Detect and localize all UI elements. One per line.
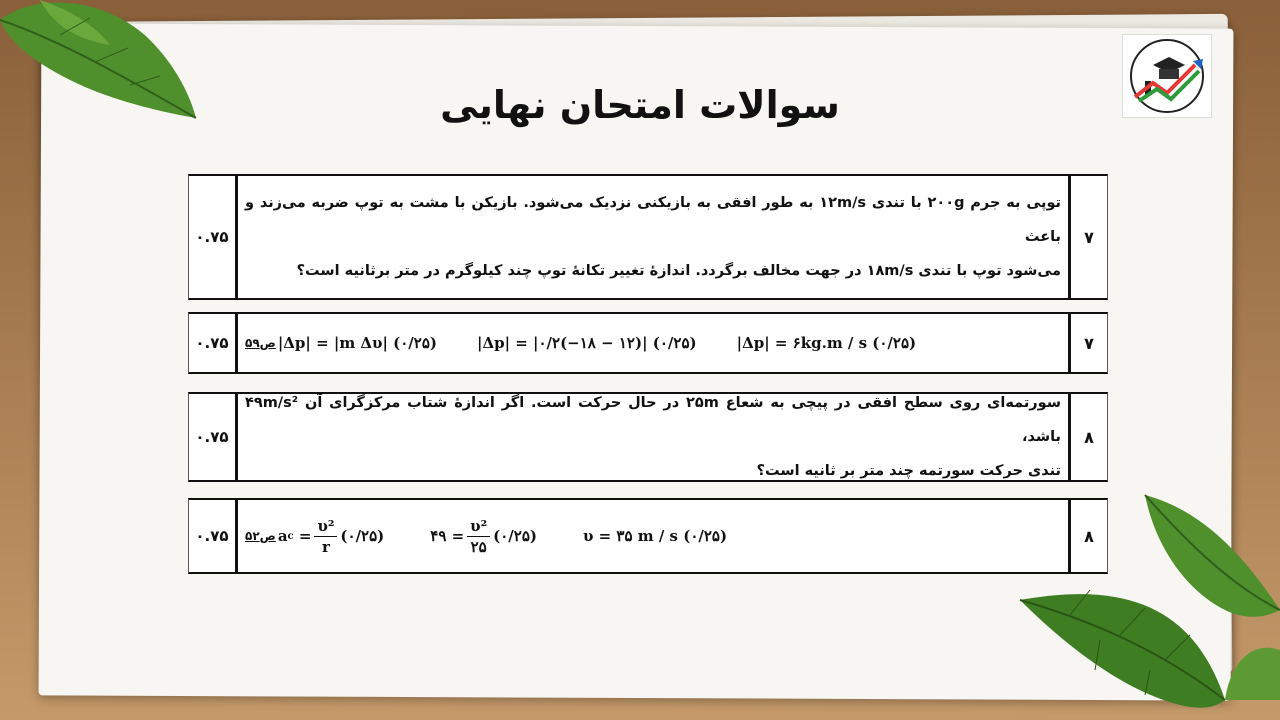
school-logo-icon [1122, 34, 1212, 118]
answer-box [188, 498, 1108, 574]
answer-step: |Δp| = |m Δυ| (۰/۲۵) [277, 334, 437, 352]
answer-box [188, 312, 1108, 374]
fraction-denominator: ۲۵ [470, 537, 487, 556]
fraction [314, 516, 337, 557]
question-box [188, 392, 1108, 482]
fraction [467, 516, 490, 557]
question-text [245, 394, 1061, 480]
score-mark: (۰/۲۵) [493, 527, 537, 545]
answer-step: a c = $\frac{\text{υ²}}{r}$ (۰/۲۵) [277, 516, 385, 556]
page-reference: ص۵۹ [245, 336, 276, 350]
answer-step [430, 516, 537, 557]
answer-step: |Δp| = |۰/۲(−۱۸ − ۱۲)| (۰/۲۵) [476, 334, 697, 352]
question-number: ۷ [1068, 314, 1107, 372]
page-reference: ص۵۲ [245, 529, 276, 543]
question-text [245, 176, 1061, 298]
question-line: توپی به جرم ۲۰۰g با تندی ۱۲m/s به طور افقی به بازیکنی نزدیک می‌شود. بازیکن با مشت به توپ ضربه می‌زند و باعث [245, 195, 1061, 245]
question-number: ۸ [1068, 394, 1107, 480]
equation-subscript: c [287, 530, 294, 542]
question-box [188, 174, 1108, 300]
fraction-numerator: υ² [314, 516, 337, 537]
score-cell: ۰.۷۵ [189, 314, 238, 372]
answer-row [245, 500, 1061, 572]
question-number: ۸ [1068, 500, 1107, 572]
page-title: سوالات امتحان نهایی [440, 83, 840, 128]
equation-symbol: ۴۹ = [430, 527, 465, 545]
question-line: می‌شود توپ با تندی ۱۸m/s در جهت مخالف برگردد. اندازهٔ تغییر تکانهٔ توپ چند کیلوگرم در متر برثانیه است؟ [296, 263, 1061, 279]
equation-symbol: a [277, 527, 288, 545]
fraction-denominator: r [321, 537, 330, 556]
question-line: سورتمه‌ای روی سطح افقی در پیچی به شعاع ۲۵m در حال حرکت است. اگر اندازهٔ شتاب مرکزگرای آن ۴۹m/s² باشد، [245, 395, 1061, 445]
score-cell: ۰.۷۵ [189, 394, 238, 480]
answer-row [245, 314, 1061, 372]
fraction-numerator: υ² [467, 516, 490, 537]
score-cell: ۰.۷۵ [189, 500, 238, 572]
answer-step: |Δp| = ۶kg.m / s (۰/۲۵) [736, 334, 917, 352]
answer-step: υ = ۳۵ m / s (۰/۲۵) [583, 527, 728, 545]
question-number: ۷ [1068, 176, 1107, 298]
question-line: تندی حرکت سورتمه چند متر بر ثانیه است؟ [756, 463, 1061, 479]
score-mark: (۰/۲۵) [340, 527, 385, 545]
score-cell: ۰.۷۵ [189, 176, 238, 298]
leaf-icon [980, 490, 1280, 720]
